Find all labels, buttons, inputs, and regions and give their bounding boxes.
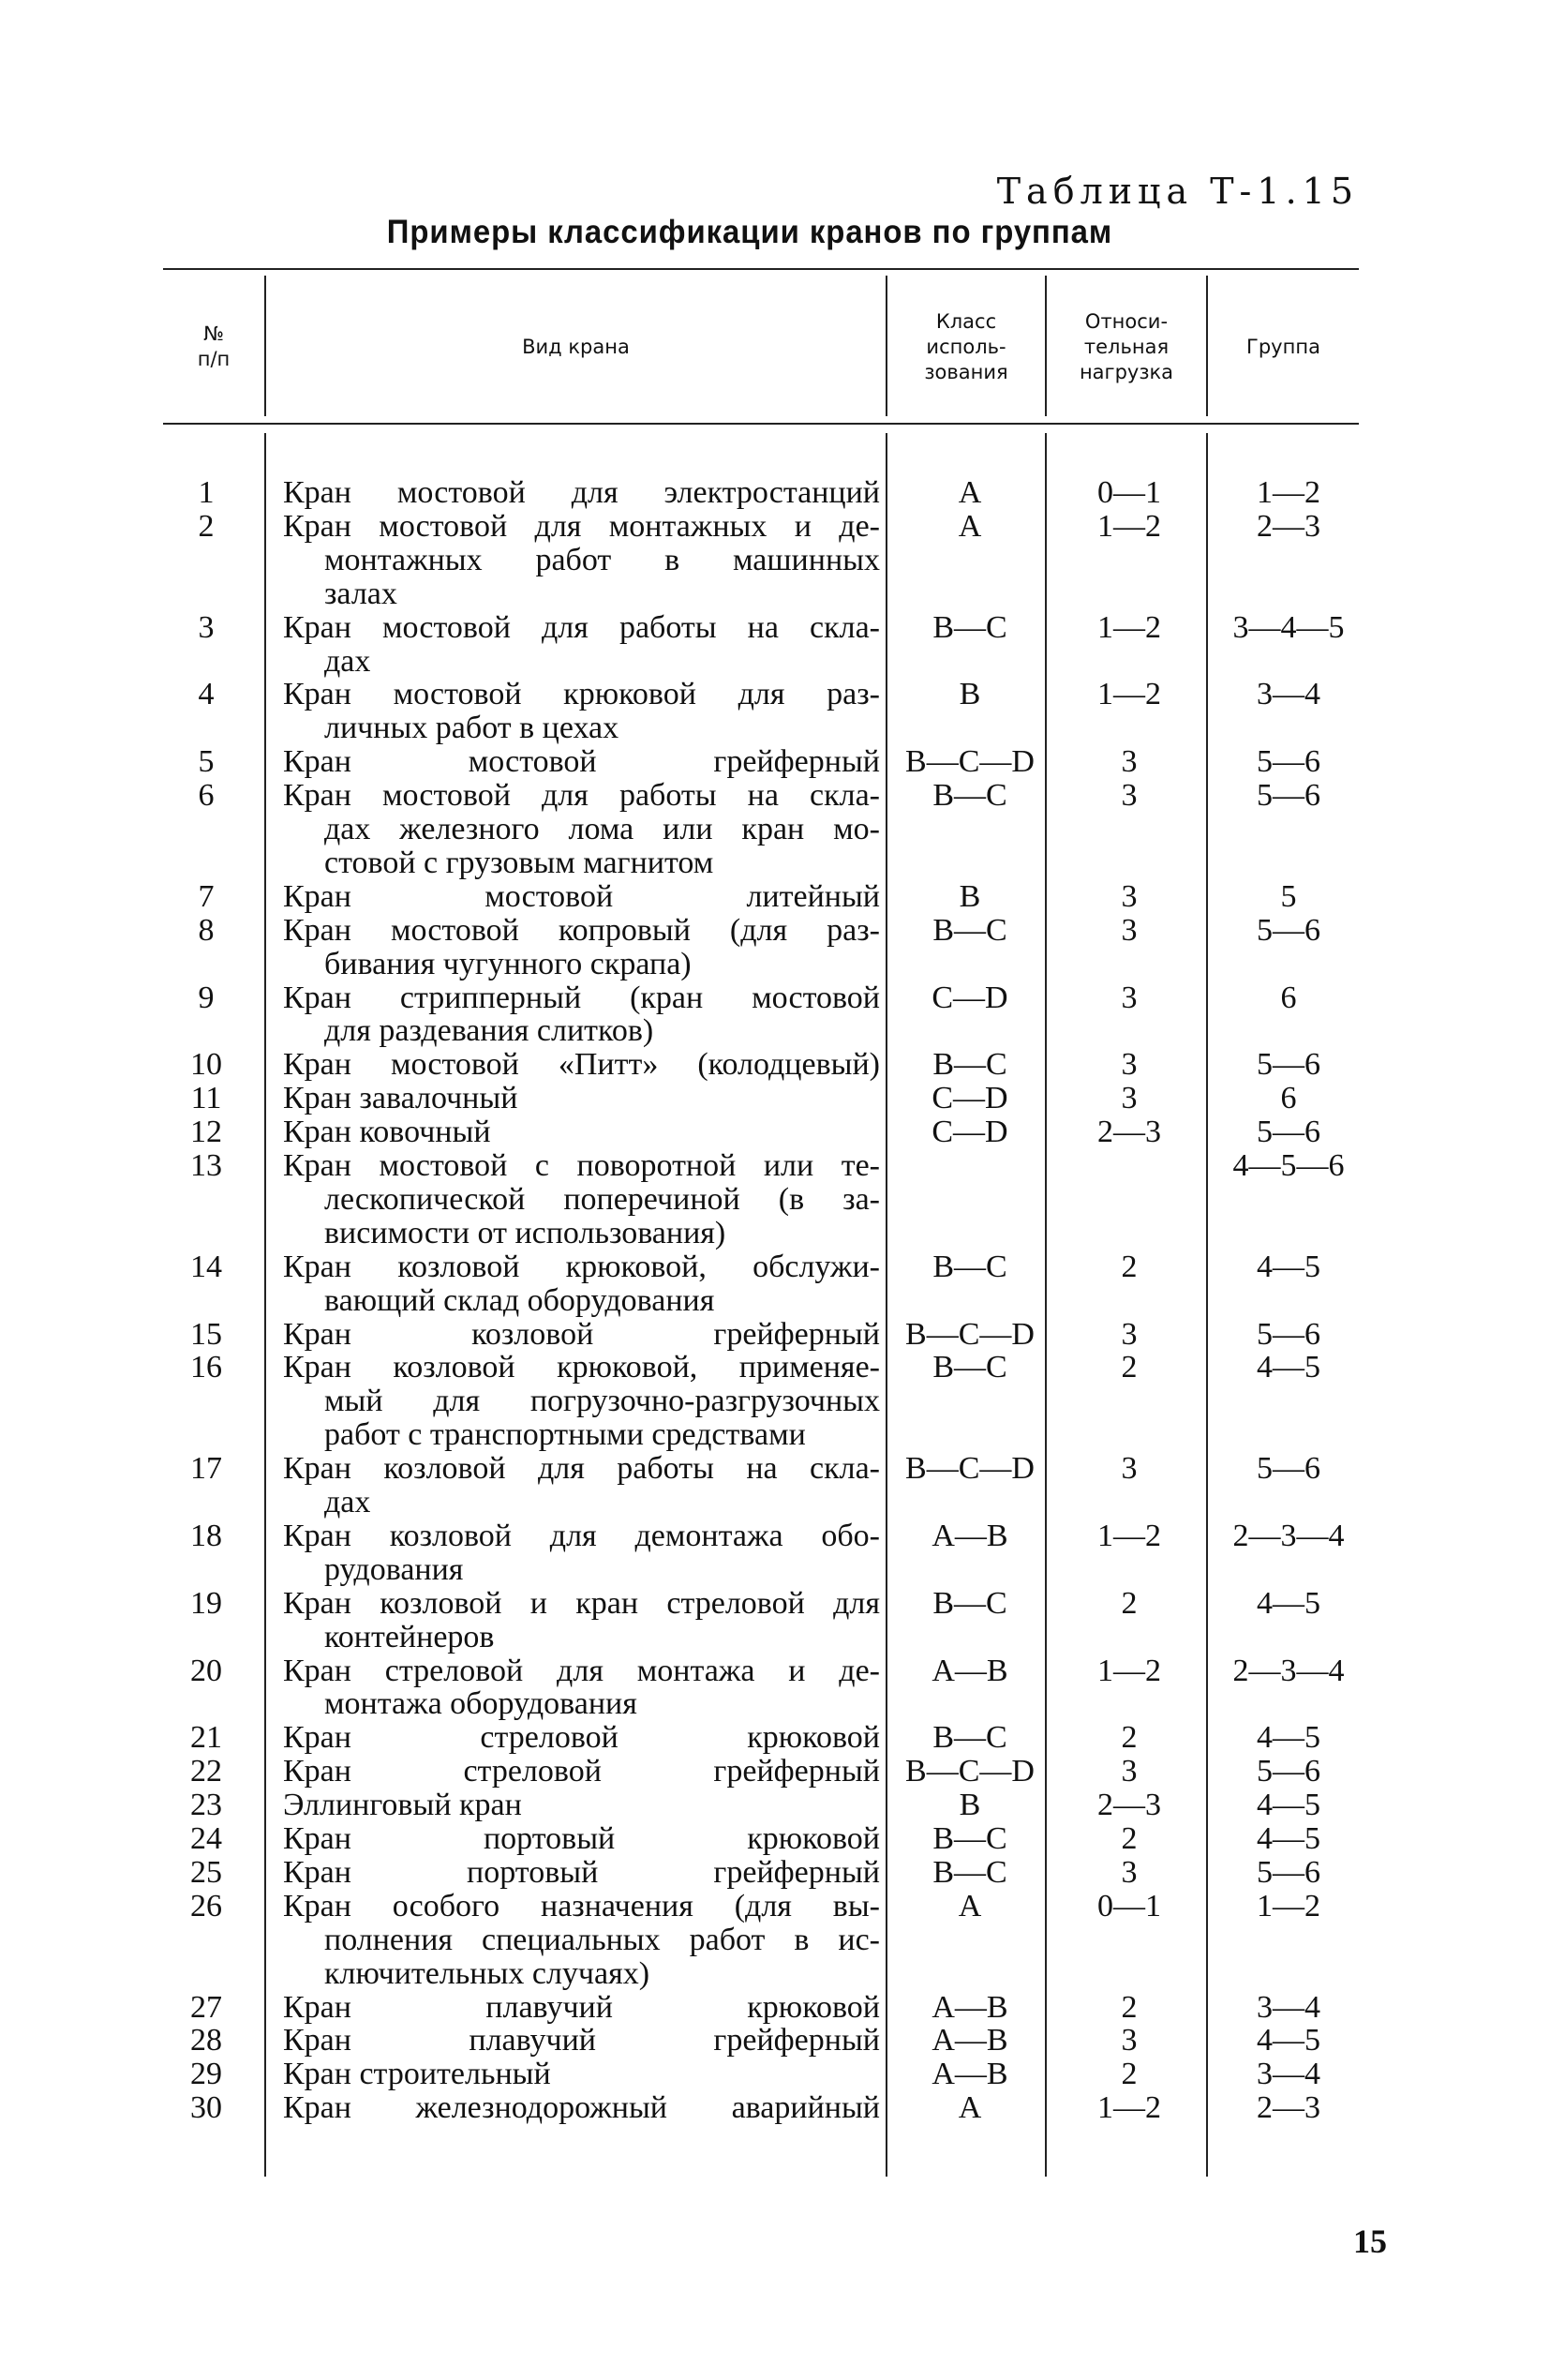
relative-load-cell: 2 <box>1121 1720 1138 1756</box>
relative-load-cell: 1—2 <box>1097 1653 1161 1688</box>
row-number: 17 <box>190 1451 222 1487</box>
group-cell: 3—4—5 <box>1232 609 1345 645</box>
row-number: 3 <box>198 609 215 645</box>
relative-load-cell: 3 <box>1121 778 1138 814</box>
group-cell: 6 <box>1280 1081 1297 1116</box>
usage-class-cell: В <box>959 677 981 712</box>
group-cell: 4—5 <box>1257 1821 1320 1856</box>
crane-type-line: Кран мостовой с поворотной или те- <box>283 1148 880 1183</box>
crane-type-line: Кран козловой для демонтажа обо- <box>283 1518 880 1553</box>
header-bottom-rule <box>163 423 1359 425</box>
group-cell: 5—6 <box>1257 912 1320 948</box>
group-cell: 5—6 <box>1257 1854 1320 1890</box>
header-kind-text: Вид крана <box>522 335 630 358</box>
group-cell: 5 <box>1280 878 1297 914</box>
crane-type-line: Кран строительный <box>283 2057 551 2092</box>
group-cell: 3—4 <box>1257 2057 1320 2092</box>
group-cell: 5—6 <box>1257 1115 1320 1150</box>
crane-type-line: Кран портовый крюковой <box>283 1821 880 1856</box>
relative-load-cell: 3 <box>1121 1451 1138 1487</box>
header-num-line: № <box>203 322 224 345</box>
relative-load-cell: 3 <box>1121 1854 1138 1890</box>
header-num-line: п/п <box>197 348 231 370</box>
header-class <box>887 281 1045 412</box>
header-load-line: Относи- <box>1084 309 1169 333</box>
crane-type-line: Кран козловой грейферный <box>283 1316 880 1352</box>
relative-load-cell: 2 <box>1121 1821 1138 1856</box>
crane-type-line: Кран портовый грейферный <box>283 1854 880 1890</box>
crane-type-line: висимости от использования) <box>324 1215 726 1250</box>
crane-type-line: Кран стреловой для монтажа и де- <box>283 1653 880 1688</box>
crane-type-line: рудования <box>324 1551 464 1587</box>
group-cell: 5—6 <box>1257 1451 1320 1487</box>
crane-type-line: Кран мостовой «Питт» (колодцевый) <box>283 1047 880 1083</box>
row-number: 29 <box>190 2057 222 2092</box>
relative-load-cell: 2 <box>1121 1249 1138 1284</box>
crane-type-line: контейнеров <box>324 1619 495 1654</box>
crane-type-line: дах <box>324 1485 371 1519</box>
usage-class-cell: В—С <box>932 1047 1007 1083</box>
usage-class-cell: В—С <box>932 1854 1007 1890</box>
relative-load-cell: 3 <box>1121 1081 1138 1116</box>
relative-load-cell: 3 <box>1121 2023 1138 2058</box>
usage-class-cell: А—В <box>931 1653 1008 1688</box>
group-cell: 2—3—4 <box>1232 1518 1345 1553</box>
header-group <box>1208 281 1359 412</box>
crane-type-line: Кран плавучий грейферный <box>283 2023 880 2058</box>
group-cell: 4—5 <box>1257 1585 1320 1621</box>
crane-type-line: Кран особого назначения (для вы- <box>283 1888 880 1923</box>
crane-type-line: залах <box>324 576 397 611</box>
row-number: 18 <box>190 1518 222 1553</box>
header-class-line: исполь- <box>926 335 1006 358</box>
usage-class-cell: В <box>959 878 981 914</box>
crane-type-line: лескопической поперечиной (в за- <box>324 1181 880 1217</box>
relative-load-cell: 2—3 <box>1097 1788 1161 1823</box>
crane-type-line: Кран мостовой для монтажных и де- <box>283 508 880 544</box>
usage-class-cell: А—В <box>931 2023 1008 2058</box>
crane-type-line: дах <box>324 643 371 679</box>
row-number: 7 <box>198 878 215 914</box>
crane-type-line: личных работ в цехах <box>324 711 619 746</box>
row-number: 15 <box>190 1316 222 1352</box>
relative-load-cell: 1—2 <box>1097 508 1161 544</box>
group-cell: 4—5 <box>1257 2023 1320 2058</box>
usage-class-cell: В—С <box>932 912 1007 948</box>
relative-load-cell: 3 <box>1121 1316 1138 1352</box>
group-cell: 4—5 <box>1257 1788 1320 1823</box>
usage-class-cell: В—С <box>932 609 1007 645</box>
group-cell: 5—6 <box>1257 744 1320 780</box>
relative-load-cell: 3 <box>1121 1047 1138 1083</box>
row-number: 23 <box>190 1788 222 1823</box>
usage-class-cell: В—С <box>932 1585 1007 1621</box>
relative-load-cell: 2 <box>1121 1989 1138 2025</box>
row-number: 12 <box>190 1115 222 1150</box>
usage-class-cell: В—С—D <box>905 744 1035 780</box>
crane-type-line: Кран мостовой для электростанций <box>283 475 880 510</box>
crane-type-line: Кран мостовой грейферный <box>283 744 880 780</box>
relative-load-cell: 0—1 <box>1097 1888 1161 1923</box>
row-number: 20 <box>190 1653 222 1688</box>
relative-load-cell: 1—2 <box>1097 609 1161 645</box>
relative-load-cell: 3 <box>1121 980 1138 1015</box>
crane-type-line: Кран мостовой копровый (для раз- <box>283 912 880 948</box>
relative-load-cell: 3 <box>1121 744 1138 780</box>
group-cell: 2—3 <box>1257 2090 1320 2126</box>
header-load-line: нагрузка <box>1079 360 1174 383</box>
usage-class-cell: В—С—D <box>905 1451 1035 1487</box>
row-number: 2 <box>198 508 215 544</box>
group-cell: 2—3—4 <box>1232 1653 1345 1688</box>
row-number: 16 <box>190 1350 222 1385</box>
group-cell: 3—4 <box>1257 1989 1320 2025</box>
usage-class-cell: В—С <box>932 1821 1007 1856</box>
header-load <box>1047 281 1206 412</box>
group-cell: 4—5—6 <box>1232 1148 1345 1183</box>
relative-load-cell: 1—2 <box>1097 2090 1161 2126</box>
header-kind <box>266 281 886 412</box>
crane-type-line: Кран стрипперный (кран мостовой <box>283 980 880 1015</box>
crane-type-line: Кран козловой крюковой, применяе- <box>283 1350 880 1385</box>
usage-class-cell: А—В <box>931 2057 1008 2092</box>
relative-load-cell: 3 <box>1121 1754 1138 1789</box>
group-cell: 4—5 <box>1257 1350 1320 1385</box>
group-cell: 3—4 <box>1257 677 1320 712</box>
row-number: 8 <box>198 912 215 948</box>
usage-class-cell: С—D <box>931 980 1008 1015</box>
relative-load-cell: 2 <box>1121 1350 1138 1385</box>
crane-type-line: полнения специальных работ в ис- <box>324 1922 880 1957</box>
group-cell: 5—6 <box>1257 1754 1320 1789</box>
usage-class-cell: В <box>959 1788 981 1823</box>
crane-type-line: монтажных работ в машинных <box>324 542 880 577</box>
crane-type-line: вающий склад оборудования <box>324 1282 715 1318</box>
relative-load-cell: 0—1 <box>1097 475 1161 510</box>
relative-load-cell: 1—2 <box>1097 1518 1161 1553</box>
table-label: Таблица Т-1.15 <box>996 171 1359 212</box>
row-number: 4 <box>198 677 215 712</box>
crane-type-line: дах железного лома или кран мо- <box>324 812 880 846</box>
crane-type-line: бивания чугунного скрапа) <box>324 946 692 981</box>
crane-type-line: стовой с грузовым магнитом <box>324 845 714 880</box>
group-cell: 5—6 <box>1257 1047 1320 1083</box>
crane-type-line: Кран козловой и кран стреловой для <box>283 1585 880 1621</box>
group-cell: 2—3 <box>1257 508 1320 544</box>
relative-load-cell: 2 <box>1121 2057 1138 2092</box>
header-class-line: зования <box>924 360 1008 383</box>
row-number: 27 <box>190 1989 222 2025</box>
crane-type-line: Эллинговый кран <box>283 1788 522 1823</box>
usage-class-cell: В—С <box>932 1249 1007 1284</box>
table-top-rule <box>163 268 1359 270</box>
relative-load-cell: 2—3 <box>1097 1115 1161 1150</box>
header-group-text: Группа <box>1246 335 1320 358</box>
group-cell: 5—6 <box>1257 1316 1320 1352</box>
usage-class-cell: А <box>958 475 982 510</box>
group-cell: 1—2 <box>1257 1888 1320 1923</box>
page-number: 15 <box>1353 2223 1387 2260</box>
crane-type-line: для раздевания слитков) <box>324 1013 654 1049</box>
group-cell: 4—5 <box>1257 1249 1320 1284</box>
usage-class-cell: А <box>958 2090 982 2126</box>
usage-class-cell: С—D <box>931 1115 1008 1150</box>
header-load-line: тельная <box>1083 335 1170 358</box>
group-cell: 4—5 <box>1257 1720 1320 1756</box>
crane-type-line: Кран козловой для работы на скла- <box>283 1451 880 1487</box>
row-number: 1 <box>198 475 215 510</box>
crane-type-line: Кран железнодорожный аварийный <box>283 2090 880 2126</box>
usage-class-cell: В—С <box>932 1720 1007 1756</box>
usage-class-cell: С—D <box>931 1081 1008 1116</box>
crane-type-line: Кран плавучий крюковой <box>283 1989 880 2025</box>
crane-type-line: Кран мостовой литейный <box>283 878 880 914</box>
crane-type-line: мый для погрузочно-разгрузочных <box>324 1384 880 1419</box>
row-number: 9 <box>198 980 215 1015</box>
crane-type-line: ключительных случаях) <box>324 1955 650 1991</box>
body-divider-1 <box>264 433 266 2177</box>
relative-load-cell: 1—2 <box>1097 677 1161 712</box>
crane-type-line: монтажа оборудования <box>324 1686 637 1722</box>
row-number: 19 <box>190 1585 222 1621</box>
usage-class-cell: В—С—D <box>905 1316 1035 1352</box>
crane-type-line: Кран стреловой крюковой <box>283 1720 880 1756</box>
usage-class-cell: В—С—D <box>905 1754 1035 1789</box>
usage-class-cell: А—В <box>931 1518 1008 1553</box>
table-title: Примеры классификации кранов по группам <box>386 214 1113 250</box>
row-number: 25 <box>190 1854 222 1890</box>
row-number: 30 <box>190 2090 222 2126</box>
row-number: 26 <box>190 1888 222 1923</box>
relative-load-cell: 2 <box>1121 1585 1138 1621</box>
row-number: 22 <box>190 1754 222 1789</box>
usage-class-cell: А <box>958 508 982 544</box>
crane-type-line: Кран стреловой грейферный <box>283 1754 880 1789</box>
row-number: 28 <box>190 2023 222 2058</box>
header-num <box>163 281 264 412</box>
usage-class-cell: В—С <box>932 1350 1007 1385</box>
header-class-line: Класс <box>935 309 997 333</box>
relative-load-cell: 3 <box>1121 912 1138 948</box>
crane-type-line: Кран мостовой крюковой для раз- <box>283 677 880 712</box>
group-cell: 6 <box>1280 980 1297 1015</box>
usage-class-cell: В—С <box>932 778 1007 814</box>
group-cell: 5—6 <box>1257 778 1320 814</box>
row-number: 24 <box>190 1821 222 1856</box>
crane-type-line: Кран завалочный <box>283 1081 518 1116</box>
row-number: 10 <box>190 1047 222 1083</box>
row-number: 14 <box>190 1249 222 1284</box>
relative-load-cell: 3 <box>1121 878 1138 914</box>
crane-type-line: Кран козловой крюковой, обслужи- <box>283 1249 880 1284</box>
row-number: 21 <box>190 1720 222 1756</box>
row-number: 6 <box>198 778 215 814</box>
row-number: 5 <box>198 744 215 780</box>
row-number: 11 <box>190 1081 222 1116</box>
row-number: 13 <box>190 1148 222 1183</box>
usage-class-cell: А—В <box>931 1989 1008 2025</box>
crane-type-line: Кран мостовой для работы на скла- <box>283 609 880 645</box>
crane-type-line: работ с транспортными средствами <box>324 1417 806 1453</box>
body-divider-2 <box>886 433 887 2177</box>
crane-type-line: Кран мостовой для работы на скла- <box>283 778 880 814</box>
crane-type-line: Кран ковочный <box>283 1115 491 1150</box>
group-cell: 1—2 <box>1257 475 1320 510</box>
usage-class-cell: А <box>958 1888 982 1923</box>
